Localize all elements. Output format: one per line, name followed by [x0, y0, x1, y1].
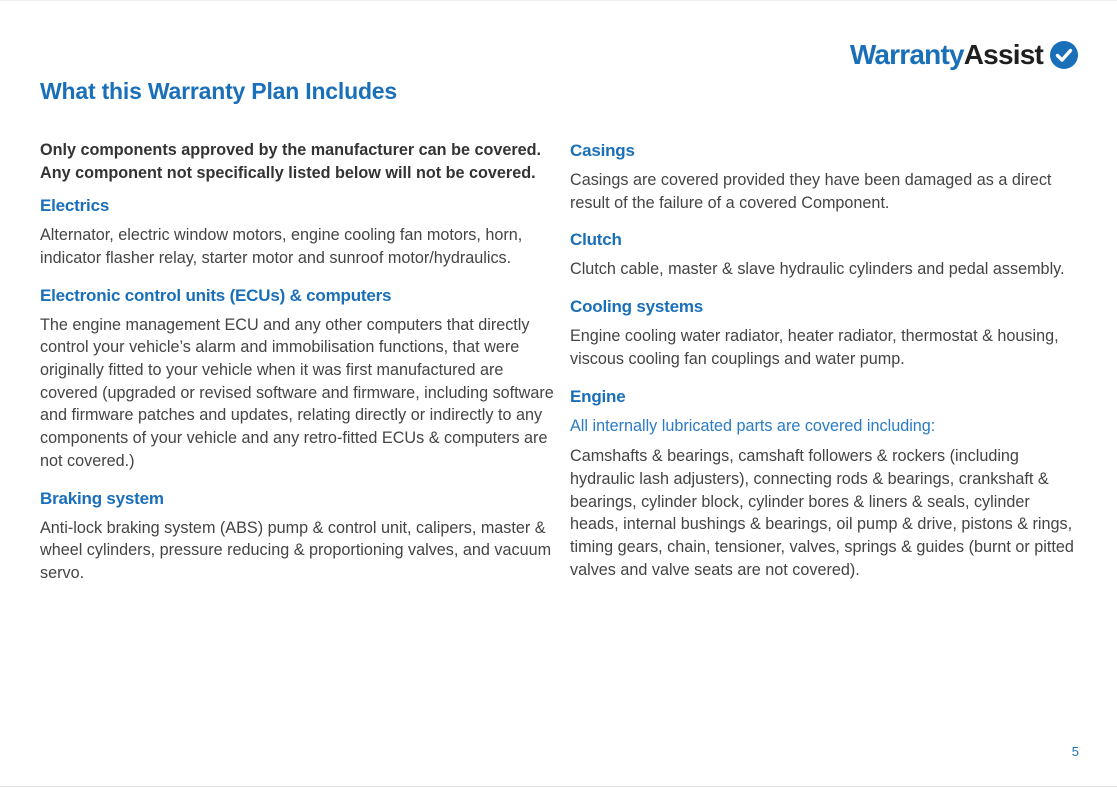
page-number: 5 — [1071, 744, 1079, 759]
section-lead-engine: All internally lubricated parts are covered including: — [570, 416, 936, 435]
section-text-clutch: Clutch cable, master & slave hydraulic cylinders and pedal assembly. — [570, 260, 1065, 279]
logo-word-warranty: Warranty — [849, 39, 964, 70]
section-heading-braking: Braking system — [40, 488, 164, 508]
section-heading-electrics: Electrics — [40, 196, 110, 216]
section-heading-clutch: Clutch — [570, 230, 622, 250]
checkmark-badge-icon — [1049, 40, 1079, 70]
section-heading-casings: Casings — [570, 141, 635, 160]
section-heading-ecus: Electronic control units (ECUs) & computers — [40, 285, 392, 305]
section-text-ecus: The engine management ECU and any other computers that directly control your vehicle’s alarm and immobilisation functions, that were originally fitted to your vehicle when it was first manufactured are covered (upgraded or revised software and firmware, including software and firmware patches and updates, relating directly or indirectly to any components of your vehicle and any retro-fitted ECUs & computers are not covered.) — [40, 315, 554, 470]
section-heading-cooling: Cooling systems — [570, 297, 704, 317]
top-divider — [0, 0, 1117, 1]
section-text-casings: Casings are covered provided they have been damaged as a direct result of the failure of a covered Component. — [570, 171, 1052, 212]
section-text-cooling: Engine cooling water radiator, heater radiator, thermostat & housing, viscous cooling fan couplings and water pump. — [570, 327, 1059, 368]
right-column — [570, 138, 1080, 581]
page-title: What this Warranty Plan Includes — [40, 78, 397, 104]
intro-statement: Only components approved by the manufacturer can be covered. Any component not specifically listed below will not be covered. — [40, 141, 542, 182]
bottom-divider — [0, 786, 1117, 787]
section-text-braking: Anti-lock braking system (ABS) pump & control unit, calipers, master & wheel cylinders, pressure reducing & proportioning valves, and vacuum servo. — [40, 518, 552, 582]
logo-word-assist: Assist — [963, 39, 1043, 70]
warranty-assist-logo — [850, 36, 1079, 74]
left-column — [40, 138, 555, 585]
section-text-electrics: Alternator, electric window motors, engine cooling fan motors, horn, indicator flasher relay, starter motor and sunroof motor/hydraulics. — [40, 226, 523, 267]
section-heading-engine: Engine — [570, 386, 626, 406]
section-text-engine: Camshafts & bearings, camshaft followers & rockers (including hydraulic lash adjusters), connecting rods & bearings, crankshaft & bearings, cylinder block, cylinder bores & liners & seals, cylinder heads, internal bushings & bearings, oil pump & drive, pistons & rings, timing gears, chain, tensioner, valves, springs & guides (burnt or pitted valves and valve seats are not covered). — [570, 447, 1074, 579]
